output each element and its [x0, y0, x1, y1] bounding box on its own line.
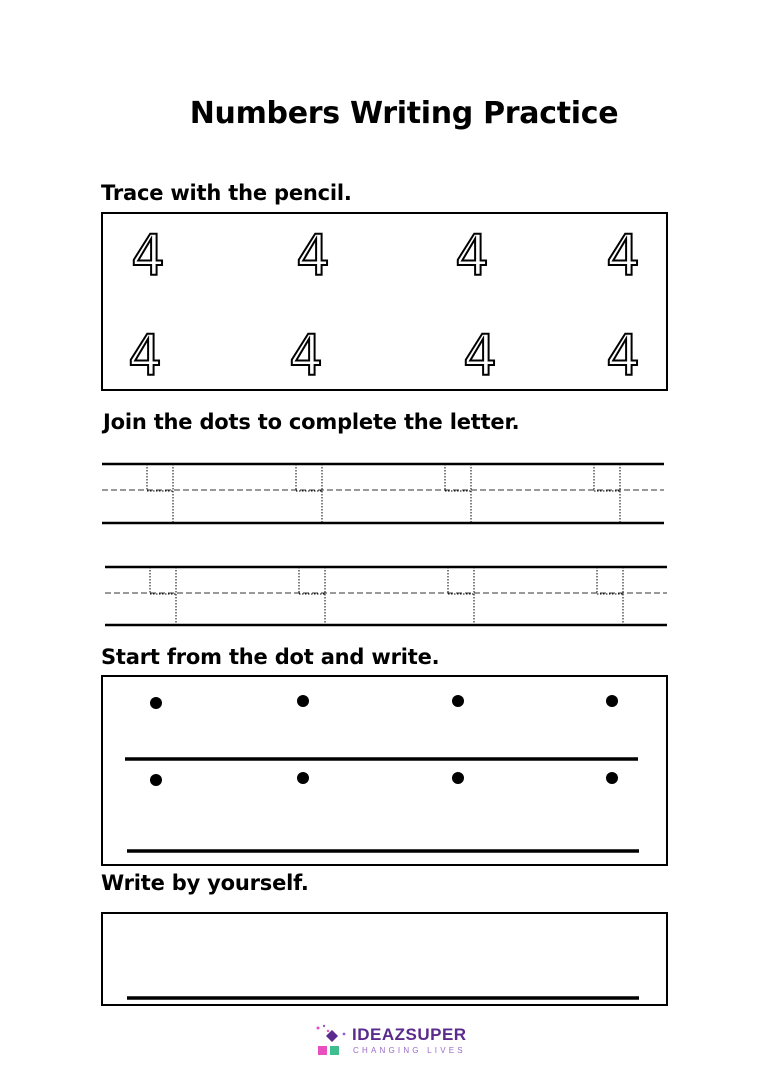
start-dots-and-lines: [101, 675, 668, 866]
trace-digit[interactable]: 4: [463, 324, 497, 389]
trace-digit[interactable]: 4: [289, 324, 323, 389]
trace-digit[interactable]: 4: [455, 224, 489, 289]
trace-heading: Trace with the pencil.: [101, 181, 352, 205]
brand-name: IDEAZSUPER: [352, 1025, 467, 1044]
start-dot: [606, 772, 618, 784]
brand-tagline: CHANGING LIVES: [353, 1046, 466, 1055]
write-heading: Write by yourself.: [101, 871, 309, 895]
trace-digit[interactable]: 4: [296, 224, 330, 289]
dotted-four: [448, 567, 474, 625]
start-heading: Start from the dot and write.: [101, 645, 440, 669]
start-dot: [452, 772, 464, 784]
dotted-four: [296, 464, 322, 523]
start-dot: [606, 695, 618, 707]
trace-digit[interactable]: 4: [131, 224, 165, 289]
start-dot: [452, 695, 464, 707]
dotted-four: [299, 567, 325, 625]
brand-logo: [314, 1024, 484, 1060]
page-title: Numbers Writing Practice: [189, 96, 619, 131]
dotted-guide-lines[interactable]: [0, 450, 768, 640]
start-dot: [150, 774, 162, 786]
brand-mark-icon: [314, 1024, 350, 1058]
join-heading: Join the dots to complete the letter.: [103, 410, 520, 434]
dotted-four: [147, 464, 173, 523]
dotted-four: [597, 567, 623, 625]
trace-box: [101, 212, 668, 391]
write-line-area: [101, 912, 668, 1006]
trace-digit[interactable]: 4: [606, 324, 640, 389]
start-dot: [150, 697, 162, 709]
start-dot: [297, 772, 309, 784]
dotted-four: [150, 567, 176, 625]
dotted-four: [445, 464, 471, 523]
start-dot: [297, 695, 309, 707]
dotted-four: [594, 464, 620, 523]
trace-digit[interactable]: 4: [606, 224, 640, 289]
trace-digit[interactable]: 4: [128, 324, 162, 389]
